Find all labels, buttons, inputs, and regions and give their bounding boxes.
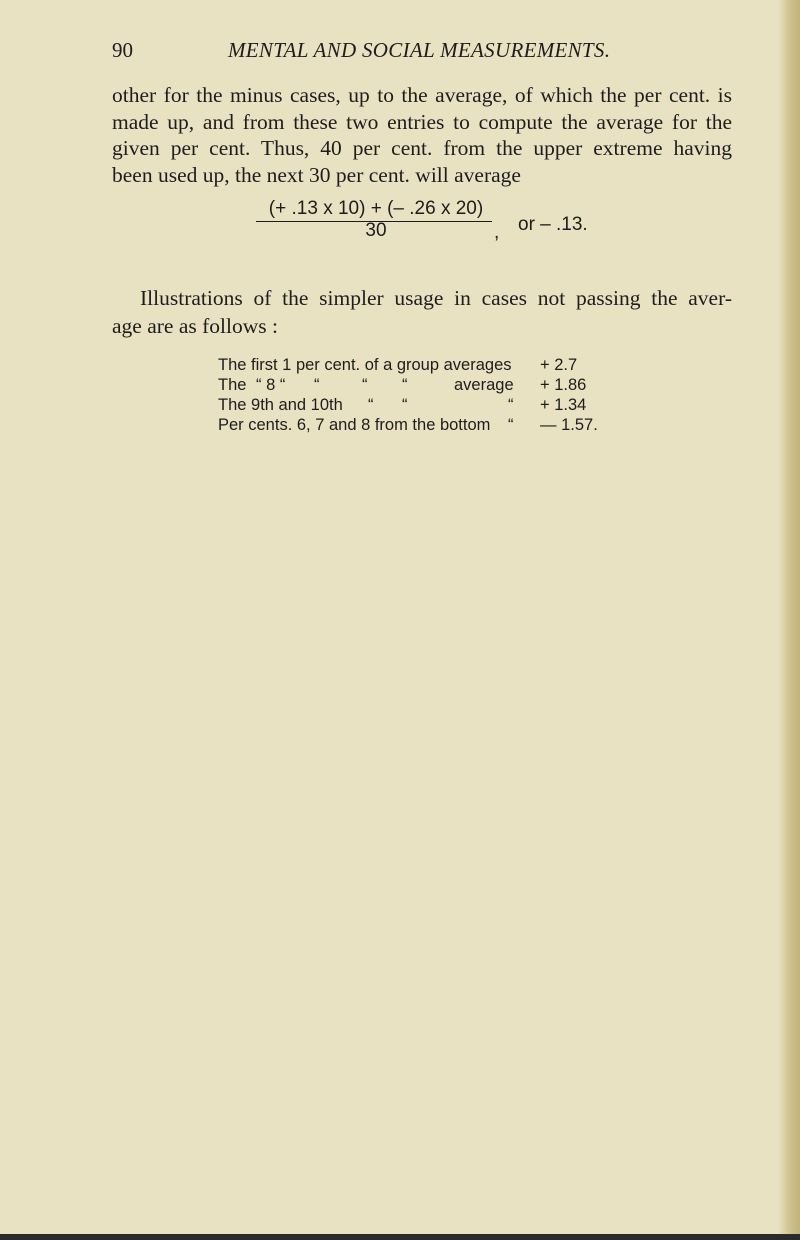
page-header xyxy=(112,38,712,66)
row-value: — 1.57. xyxy=(540,416,598,434)
row-label: The 9th and 10th xyxy=(218,396,343,414)
formula-numerator: (+ .13 x 10) + (– .26 x 20) xyxy=(268,198,484,219)
ditto-mark: “ 8 “ xyxy=(256,376,286,394)
paragraph-1-line: given per cent. Thus, 40 per cent. from the upper extreme having xyxy=(112,136,732,160)
row-label: Per cents. 6, 7 and 8 from the bottom xyxy=(218,416,491,434)
row-average-word: average xyxy=(454,376,514,394)
row-label: The xyxy=(218,376,247,394)
averages-table xyxy=(218,356,618,436)
ditto-mark: “ xyxy=(368,396,374,414)
ditto-mark: “ xyxy=(402,376,408,394)
table-row xyxy=(218,416,618,436)
paragraph-2-line: age are as follows : xyxy=(112,314,278,338)
row-value: + 2.7 xyxy=(540,356,578,374)
running-title: MENTAL AND SOCIAL MEASUREMENTS. xyxy=(228,38,611,62)
paragraph-2 xyxy=(112,284,732,340)
row-value: + 1.86 xyxy=(540,376,587,394)
ditto-mark: “ xyxy=(402,396,408,414)
table-row xyxy=(218,396,618,416)
paragraph-1 xyxy=(112,82,732,188)
formula-fraction xyxy=(256,198,496,242)
ditto-mark: “ xyxy=(508,396,514,414)
table-row xyxy=(218,376,618,396)
paragraph-1-line: other for the minus cases, up to the average, of which the per cent. is xyxy=(112,83,732,107)
row-label: The first 1 per cent. of a group averages xyxy=(218,356,512,374)
paragraph-1-line: been used up, the next 30 per cent. will average xyxy=(112,162,521,187)
paragraph-1-line: made up, and from these two entries to compute the average for the xyxy=(112,109,732,134)
page-number: 90 xyxy=(112,38,133,62)
formula-result: or – .13. xyxy=(518,214,588,235)
row-value: + 1.34 xyxy=(540,396,587,414)
formula-comma: , xyxy=(494,222,500,243)
ditto-mark: “ xyxy=(508,416,514,434)
bottom-edge-bar xyxy=(0,1234,800,1240)
ditto-mark: “ xyxy=(362,376,368,394)
ditto-mark: “ xyxy=(314,376,320,394)
paragraph-2-line: Illustrations of the simpler usage in cases not passing the aver- xyxy=(140,286,732,310)
table-row xyxy=(218,356,618,376)
page-edge-shading xyxy=(778,0,800,1240)
average-formula xyxy=(256,198,636,258)
formula-denominator: 30 xyxy=(365,220,387,241)
